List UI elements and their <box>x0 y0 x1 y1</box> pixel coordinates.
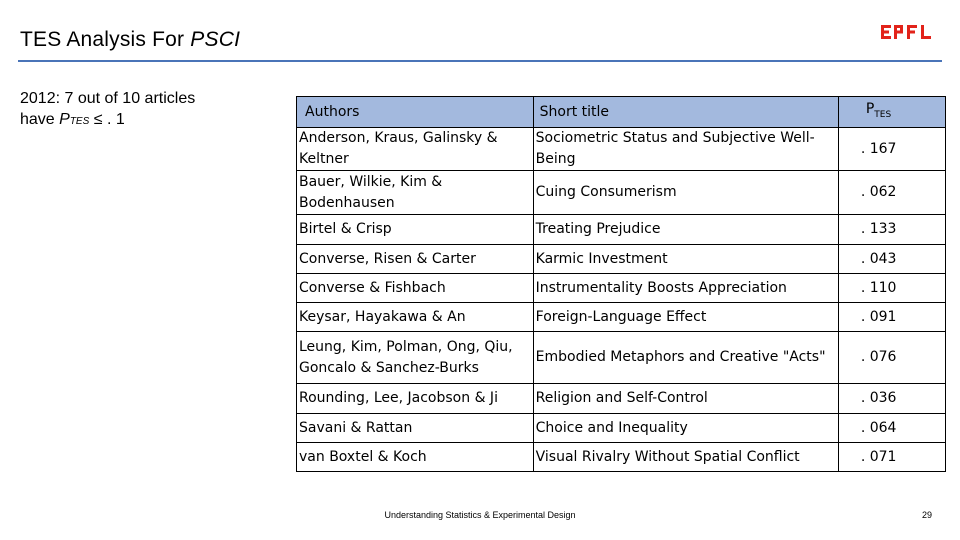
table-row <box>297 215 946 245</box>
cell-p: . 062 <box>838 171 945 215</box>
header-p-sub: TES <box>874 109 892 120</box>
cell-title: Embodied Metaphors and Creative "Acts" <box>533 332 838 384</box>
cell-p: . 091 <box>838 303 945 332</box>
intro-line-1: 2012: 7 out of 10 articles <box>20 90 196 107</box>
table-row <box>297 274 946 303</box>
cell-authors: Rounding, Lee, Jacobson & Ji <box>297 384 534 414</box>
cell-p: . 064 <box>838 414 945 443</box>
table-row <box>297 128 946 171</box>
footer-course <box>0 510 960 520</box>
cell-title: Religion and Self-Control <box>533 384 838 414</box>
cell-p: . 110 <box>838 274 945 303</box>
header-authors: Authors <box>297 97 534 128</box>
intro-p-symbol: P <box>59 111 70 128</box>
cell-title: Karmic Investment <box>533 245 838 274</box>
cell-title: Instrumentality Boosts Appreciation <box>533 274 838 303</box>
intro-text <box>20 88 260 132</box>
cell-title: Visual Rivalry Without Spatial Conflict <box>533 443 838 472</box>
slide-title-main: TES Analysis For <box>20 28 191 51</box>
table-row <box>297 303 946 332</box>
cell-title: Foreign-Language Effect <box>533 303 838 332</box>
cell-title: Sociometric Status and Subjective Well-Being <box>533 128 838 171</box>
intro-line-2-suffix: ≤ . 1 <box>89 111 125 128</box>
cell-authors: Anderson, Kraus, Galinsky & Keltner <box>297 128 534 171</box>
cell-authors: Bauer, Wilkie, Kim & Bodenhausen <box>297 171 534 215</box>
cell-authors: Birtel & Crisp <box>297 215 534 245</box>
table-row <box>297 414 946 443</box>
cell-title: Cuing Consumerism <box>533 171 838 215</box>
intro-line-2-prefix: have <box>20 111 60 128</box>
cell-authors: Converse, Risen & Carter <box>297 245 534 274</box>
tes-table <box>296 96 946 472</box>
cell-p: . 076 <box>838 332 945 384</box>
intro-line-2 <box>20 109 260 132</box>
table-header-row <box>297 97 946 128</box>
cell-authors: Savani & Rattan <box>297 414 534 443</box>
cell-p: . 071 <box>838 443 945 472</box>
footer-course-text: Understanding Statistics & Experimental Design <box>384 510 576 520</box>
header-p-tes <box>838 97 945 128</box>
title-divider <box>18 60 942 62</box>
cell-authors: Leung, Kim, Polman, Ong, Qiu, Goncalo & Sanchez-Burks <box>297 332 534 384</box>
cell-p: . 036 <box>838 384 945 414</box>
cell-p: . 043 <box>838 245 945 274</box>
header-short-title: Short title <box>533 97 838 128</box>
slide-title <box>20 28 240 52</box>
table-row <box>297 384 946 414</box>
epfl-logo <box>880 22 935 42</box>
cell-title: Choice and Inequality <box>533 414 838 443</box>
cell-title: Treating Prejudice <box>533 215 838 245</box>
cell-authors: Keysar, Hayakawa & An <box>297 303 534 332</box>
cell-authors: van Boxtel & Koch <box>297 443 534 472</box>
header-p-main: P <box>865 100 875 117</box>
table-row <box>297 171 946 215</box>
slide-title-journal: PSCI <box>190 28 241 51</box>
table-row <box>297 332 946 384</box>
page-number: 29 <box>921 510 932 520</box>
cell-authors: Converse & Fishbach <box>297 274 534 303</box>
cell-p: . 167 <box>838 128 945 171</box>
cell-p: . 133 <box>838 215 945 245</box>
table-row <box>297 443 946 472</box>
intro-p-subscript: TES <box>69 116 90 127</box>
table-row <box>297 245 946 274</box>
